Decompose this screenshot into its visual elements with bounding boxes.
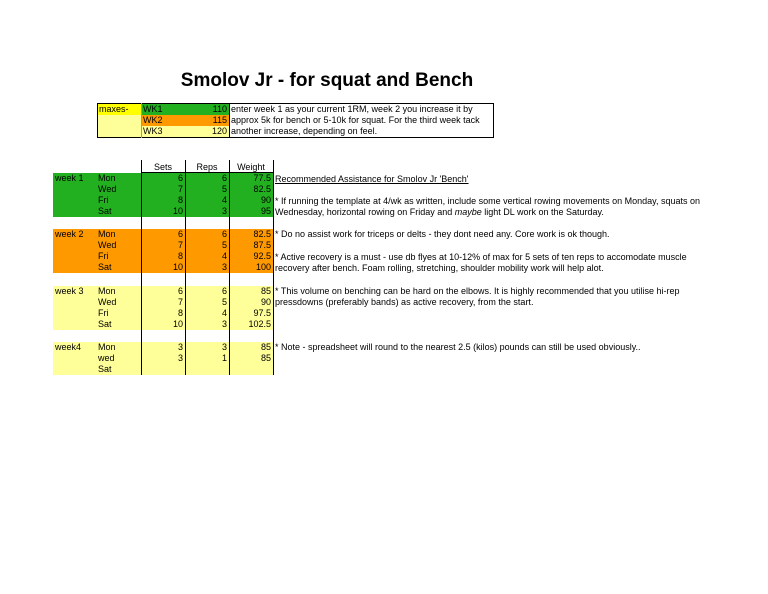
reps-value[interactable]: 4	[221, 308, 227, 318]
column-divider	[141, 160, 142, 375]
weight-value[interactable]: 90	[260, 297, 271, 307]
weight-value[interactable]: 85	[260, 342, 271, 352]
weight-value[interactable]	[229, 364, 273, 375]
maxes-border	[97, 103, 494, 104]
weight-value[interactable]: 100	[255, 262, 271, 272]
maxes-label-fill	[97, 115, 141, 137]
sets-value[interactable]: 7	[177, 240, 183, 250]
day-label: Mon	[98, 173, 116, 183]
day-label: Mon	[98, 286, 116, 296]
column-divider	[229, 160, 230, 375]
note-elbows-line2: pressdowns (preferably bands) as active recovery, from the start.	[275, 297, 534, 307]
weight-value[interactable]: 87.5	[253, 240, 271, 250]
reps-value[interactable]: 5	[221, 240, 227, 250]
sets-value[interactable]: 10	[172, 262, 183, 272]
max-week-label: WK1	[141, 104, 229, 115]
day-label: Wed	[98, 297, 117, 307]
weight-value[interactable]: 85	[260, 286, 271, 296]
page-title: Smolov Jr - for squat and Bench	[180, 70, 474, 91]
reps-value[interactable]: 6	[221, 229, 227, 239]
day-label: Wed	[98, 240, 117, 250]
maxes-border	[493, 103, 494, 138]
note-rowing-line1: * If running the template at 4/wk as written, include some vertical rowing movements on Monday, squats on	[275, 196, 701, 206]
weight-value[interactable]: 90	[260, 195, 271, 205]
max-value[interactable]: 120	[211, 126, 227, 136]
day-label: Fri	[98, 308, 109, 318]
sets-value[interactable]: 6	[177, 229, 183, 239]
reps-value[interactable]: 3	[221, 262, 227, 272]
weight-value[interactable]: 102.5	[248, 319, 271, 329]
reps-value[interactable]: 5	[221, 184, 227, 194]
sets-value[interactable]: 6	[177, 173, 183, 183]
reps-value[interactable]: 5	[221, 297, 227, 307]
day-label: Mon	[98, 229, 116, 239]
reps-value[interactable]: 3	[221, 319, 227, 329]
sets-value[interactable]: 3	[177, 353, 183, 363]
note-rounding: * Note - spreadsheet will round to the nearest 2.5 (kilos) pounds can still be used obviously..	[275, 342, 641, 352]
weight-value[interactable]: 95	[260, 206, 271, 216]
day-label: Sat	[98, 319, 112, 329]
week-label: week 3	[55, 286, 84, 296]
week-label: week4	[55, 342, 82, 352]
sets-value[interactable]: 7	[177, 184, 183, 194]
day-label: Sat	[98, 206, 112, 216]
header-reps: Reps	[196, 162, 218, 172]
reps-value[interactable]: 6	[221, 173, 227, 183]
column-divider	[273, 160, 274, 375]
reps-value[interactable]: 4	[221, 251, 227, 261]
header-weight: Weight	[237, 162, 265, 172]
note-rowing-line2: Wednesday, horizontal rowing on Friday and maybe light DL work on the Saturday.	[275, 207, 604, 217]
reps-value[interactable]: 4	[221, 195, 227, 205]
week-label: week 1	[55, 173, 84, 183]
sets-value[interactable]	[141, 364, 185, 375]
weight-value[interactable]: 82.5	[253, 229, 271, 239]
reps-value[interactable]: 3	[221, 206, 227, 216]
day-label: Wed	[98, 184, 117, 194]
header-sets: Sets	[153, 162, 172, 172]
reps-value[interactable]: 6	[221, 286, 227, 296]
max-instruction-text: approx 5k for bench or 5-10k for squat. For the third week tack	[231, 115, 480, 125]
maxes-border	[141, 103, 142, 138]
maxes-label: maxes-	[97, 104, 141, 115]
maxes-border	[97, 103, 98, 138]
sets-value[interactable]: 3	[177, 342, 183, 352]
max-instruction-text: enter week 1 as your current 1RM, week 2 you increase it by	[231, 104, 473, 114]
sets-value[interactable]: 8	[177, 195, 183, 205]
week-label: week 2	[55, 229, 84, 239]
note-recovery-line1: * Active recovery is a must - use db flyes at 10-12% of max for 5 sets of ten reps to accomodate muscle	[275, 252, 687, 262]
max-instruction-text: another increase, depending on feel.	[231, 126, 378, 136]
weight-value[interactable]: 97.5	[253, 308, 271, 318]
sets-value[interactable]: 8	[177, 308, 183, 318]
note-elbows-line1: * This volume on benching can be hard on the elbows. It is highly recommended that you utilise hi-rep	[275, 286, 680, 296]
sets-value[interactable]: 10	[172, 206, 183, 216]
max-week-label: WK3	[141, 126, 229, 137]
reps-value[interactable]: 1	[221, 353, 227, 363]
weight-value[interactable]: 82.5	[253, 184, 271, 194]
sets-value[interactable]: 10	[172, 319, 183, 329]
weight-value[interactable]: 85	[260, 353, 271, 363]
reps-value[interactable]	[185, 364, 229, 375]
day-label: Sat	[98, 262, 112, 272]
sets-value[interactable]: 6	[177, 286, 183, 296]
note-recovery-line2: recovery after bench. Foam rolling, stretching, shoulder mobility work will help alot.	[275, 263, 604, 273]
day-label: Fri	[98, 195, 109, 205]
day-label: wed	[98, 353, 115, 363]
maxes-border	[229, 103, 230, 138]
max-week-label: WK2	[141, 115, 229, 126]
note-no-assist: * Do no assist work for triceps or delts - they dont need any. Core work is ok though.	[275, 229, 610, 239]
reps-value[interactable]: 3	[221, 342, 227, 352]
day-label: Sat	[98, 364, 112, 374]
day-label: Fri	[98, 251, 109, 261]
max-value[interactable]: 115	[212, 115, 227, 125]
weight-value[interactable]: 77.5	[253, 173, 271, 183]
maxes-border	[97, 137, 494, 138]
column-divider	[185, 160, 186, 375]
sets-value[interactable]: 8	[177, 251, 183, 261]
max-value[interactable]: 110	[212, 104, 227, 114]
weight-value[interactable]: 92.5	[253, 251, 271, 261]
header-underline	[141, 172, 274, 173]
assistance-heading: Recommended Assistance for Smolov Jr 'Bench'	[275, 174, 469, 184]
day-label: Mon	[98, 342, 116, 352]
sets-value[interactable]: 7	[177, 297, 183, 307]
